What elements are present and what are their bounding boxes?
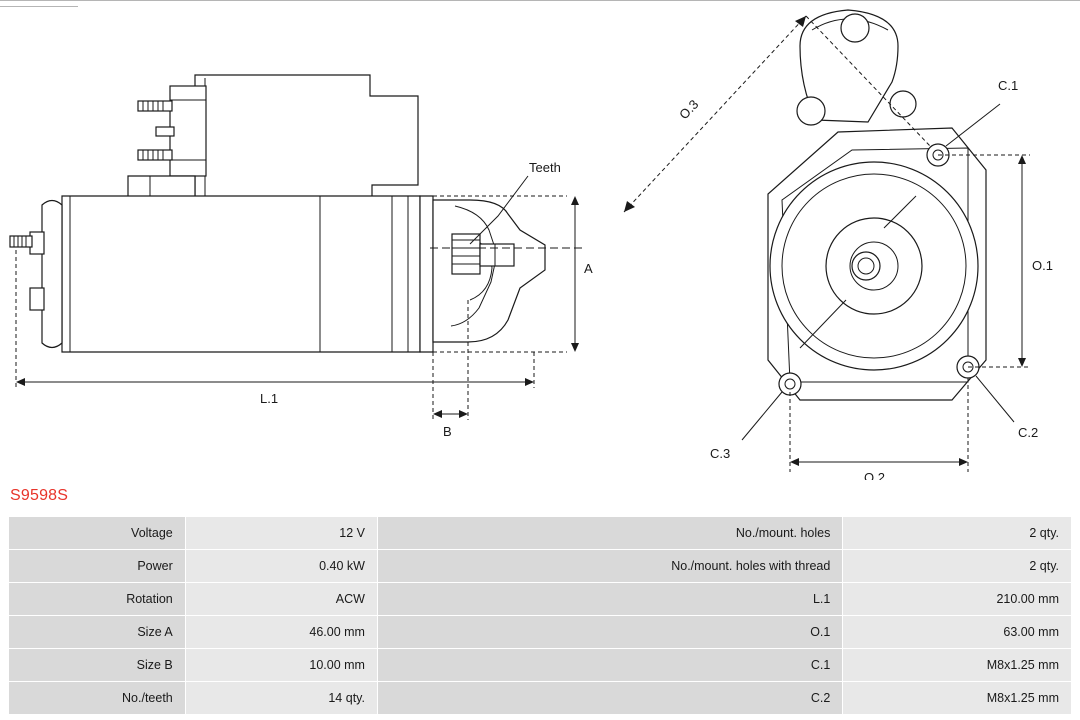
spec-value: 12 V — [185, 517, 377, 550]
spec-label: Size B — [9, 649, 186, 682]
label-c2: C.2 — [1018, 425, 1039, 440]
label-size-b: B — [443, 424, 452, 439]
spec-label: No./mount. holes — [377, 517, 842, 550]
spec-value: 2 qty. — [843, 517, 1072, 550]
table-row — [9, 517, 1072, 550]
spec-label: Rotation — [9, 583, 186, 616]
label-o1: O.1 — [1032, 258, 1053, 273]
spec-value: 10.00 mm — [185, 649, 377, 682]
spec-label: C.1 — [377, 649, 842, 682]
table-row — [9, 616, 1072, 649]
table-row — [9, 682, 1072, 715]
spec-value: 0.40 kW — [185, 550, 377, 583]
label-c1: C.1 — [998, 78, 1019, 93]
spec-label: O.1 — [377, 616, 842, 649]
spec-value: 14 qty. — [185, 682, 377, 715]
spec-value: M8x1.25 mm — [843, 649, 1072, 682]
label-teeth: Teeth — [529, 160, 561, 175]
specifications-table — [8, 516, 1072, 715]
spec-value: 46.00 mm — [185, 616, 377, 649]
spec-label: C.2 — [377, 682, 842, 715]
starter-side-view — [10, 75, 593, 439]
spec-label: No./teeth — [9, 682, 186, 715]
label-c3: C.3 — [710, 446, 731, 461]
spec-label: No./mount. holes with thread — [377, 550, 842, 583]
spec-value: ACW — [185, 583, 377, 616]
starter-front-view — [624, 10, 1053, 480]
table-row — [9, 550, 1072, 583]
table-row — [9, 583, 1072, 616]
part-number: S9598S — [10, 487, 69, 504]
spec-value: 210.00 mm — [843, 583, 1072, 616]
label-o3: O.3 — [676, 96, 702, 123]
table-row — [9, 649, 1072, 682]
label-size-a: A — [584, 261, 593, 276]
label-o2: O.2 — [864, 470, 885, 480]
spec-value: 63.00 mm — [843, 616, 1072, 649]
spec-value: 2 qty. — [843, 550, 1072, 583]
spec-label: Voltage — [9, 517, 186, 550]
spec-label: Size A — [9, 616, 186, 649]
spec-label: L.1 — [377, 583, 842, 616]
label-length-l1: L.1 — [260, 391, 279, 406]
spec-value: M8x1.25 mm — [843, 682, 1072, 715]
spec-label: Power — [9, 550, 186, 583]
